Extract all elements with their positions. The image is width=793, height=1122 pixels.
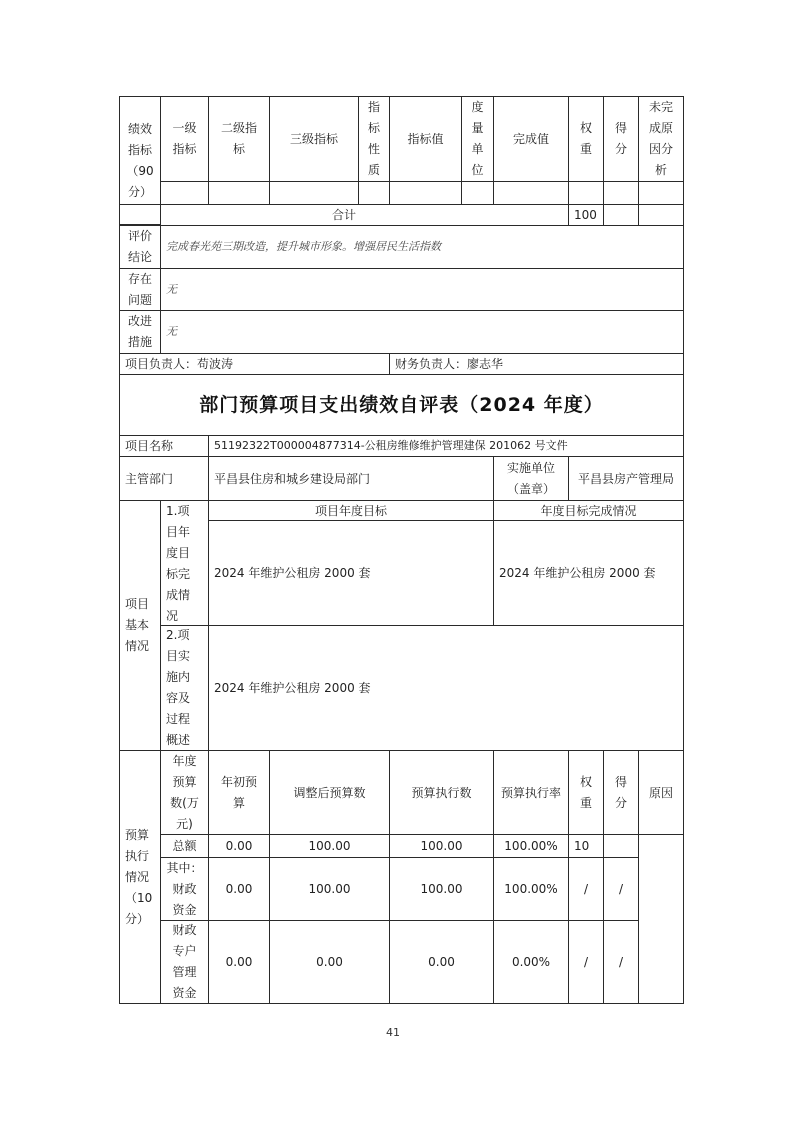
budget-header-executed: 预算执行数 <box>389 750 494 835</box>
budget-initial: 0.00 <box>208 857 270 921</box>
header-target-value: 指标值 <box>389 96 462 182</box>
budget-weight: / <box>568 857 604 921</box>
impl-unit-label: 实施单位 （盖章） <box>493 456 569 501</box>
header-unit: 度 量 单 位 <box>461 96 494 182</box>
problems-label: 存在 问题 <box>119 268 161 311</box>
impl-unit-value: 平昌县房产管理局 <box>568 456 684 501</box>
form-title: 部门预算项目支出绩效自评表（2024 年度） <box>119 374 684 436</box>
completion-header: 年度目标完成情况 <box>493 500 684 521</box>
header-level1: 一级 指标 <box>160 96 209 182</box>
budget-score: / <box>603 857 639 921</box>
budget-row-label: 财政 专户 管理 资金 <box>160 920 209 1004</box>
problems-text: 无 <box>160 268 684 311</box>
goal-label: 1.项 目年 度目 标完 成情 况 <box>160 500 209 626</box>
budget-header-weight: 权 重 <box>568 750 604 835</box>
dept-value: 平昌县住房和城乡建设局部门 <box>208 456 494 501</box>
perf-section-label: 绩效 指标 （90 分） <box>119 96 161 225</box>
empty-cell <box>603 181 639 205</box>
empty-cell <box>208 181 270 205</box>
empty-cell <box>269 181 359 205</box>
empty-cell <box>358 181 390 205</box>
header-weight: 权 重 <box>568 96 604 182</box>
budget-header-score: 得 分 <box>603 750 639 835</box>
budget-weight: / <box>568 920 604 1004</box>
budget-initial: 0.00 <box>208 834 270 858</box>
total-reason <box>638 204 684 226</box>
header-level3: 三级指标 <box>269 96 359 182</box>
budget-adjusted: 100.00 <box>269 834 390 858</box>
total-weight: 100 <box>568 204 604 226</box>
header-score: 得 分 <box>603 96 639 182</box>
budget-section-label: 预算 执行 情况 （10 分） <box>119 750 161 1004</box>
budget-executed: 100.00 <box>389 834 494 858</box>
empty-cell <box>493 181 569 205</box>
completion-text: 2024 年维护公租房 2000 套 <box>493 520 684 626</box>
budget-rate: 100.00% <box>493 857 569 921</box>
total-score <box>603 204 639 226</box>
budget-adjusted: 100.00 <box>269 857 390 921</box>
empty-cell <box>568 181 604 205</box>
basic-info-label: 项目 基本 情况 <box>119 500 161 751</box>
process-label: 2.项 目实 施内 容及 过程 概述 <box>160 625 209 751</box>
goal-header: 项目年度目标 <box>208 500 494 521</box>
budget-rate: 0.00% <box>493 920 569 1004</box>
conclusion-text: 完成春光苑三期改造，提升城市形象。增强居民生活指数 <box>160 225 684 269</box>
budget-header-reason: 原因 <box>638 750 684 835</box>
budget-header-rate: 预算执行率 <box>493 750 569 835</box>
budget-row-label: 总额 <box>160 834 209 858</box>
total-label: 合计 <box>119 204 569 226</box>
goal-text: 2024 年维护公租房 2000 套 <box>208 520 494 626</box>
project-name-label: 项目名称 <box>119 435 209 457</box>
process-text: 2024 年维护公租房 2000 套 <box>208 625 684 751</box>
budget-adjusted: 0.00 <box>269 920 390 1004</box>
budget-header-annual: 年度 预算 数(万 元) <box>160 750 209 835</box>
empty-cell <box>638 181 684 205</box>
empty-cell <box>160 181 209 205</box>
dept-label: 主管部门 <box>119 456 209 501</box>
budget-score <box>603 834 639 858</box>
conclusion-label: 评价 结论 <box>119 225 161 269</box>
measures-label: 改进 措施 <box>119 310 161 354</box>
header-actual-value: 完成值 <box>493 96 569 182</box>
measures-text: 无 <box>160 310 684 354</box>
budget-score: / <box>603 920 639 1004</box>
budget-executed: 100.00 <box>389 857 494 921</box>
budget-header-initial: 年初预 算 <box>208 750 270 835</box>
budget-weight: 10 <box>568 834 604 858</box>
budget-executed: 0.00 <box>389 920 494 1004</box>
budget-row-label: 其中： 财政 资金 <box>160 857 209 921</box>
header-reason: 未完 成原 因分 析 <box>638 96 684 182</box>
budget-initial: 0.00 <box>208 920 270 1004</box>
empty-cell <box>461 181 494 205</box>
finance-lead: 财务负责人：廖志华 <box>389 353 684 375</box>
budget-rate: 100.00% <box>493 834 569 858</box>
budget-reason <box>638 834 684 1004</box>
page-number: 41 <box>386 1026 400 1039</box>
budget-header-adjusted: 调整后预算数 <box>269 750 390 835</box>
project-name: 51192322T000004877314-公租房维修维护管理建保 201062 号文件 <box>208 435 684 457</box>
header-nature: 指 标 性 质 <box>358 96 390 182</box>
empty-cell <box>389 181 462 205</box>
project-lead: 项目负责人：苟波涛 <box>119 353 390 375</box>
header-level2: 二级指 标 <box>208 96 270 182</box>
